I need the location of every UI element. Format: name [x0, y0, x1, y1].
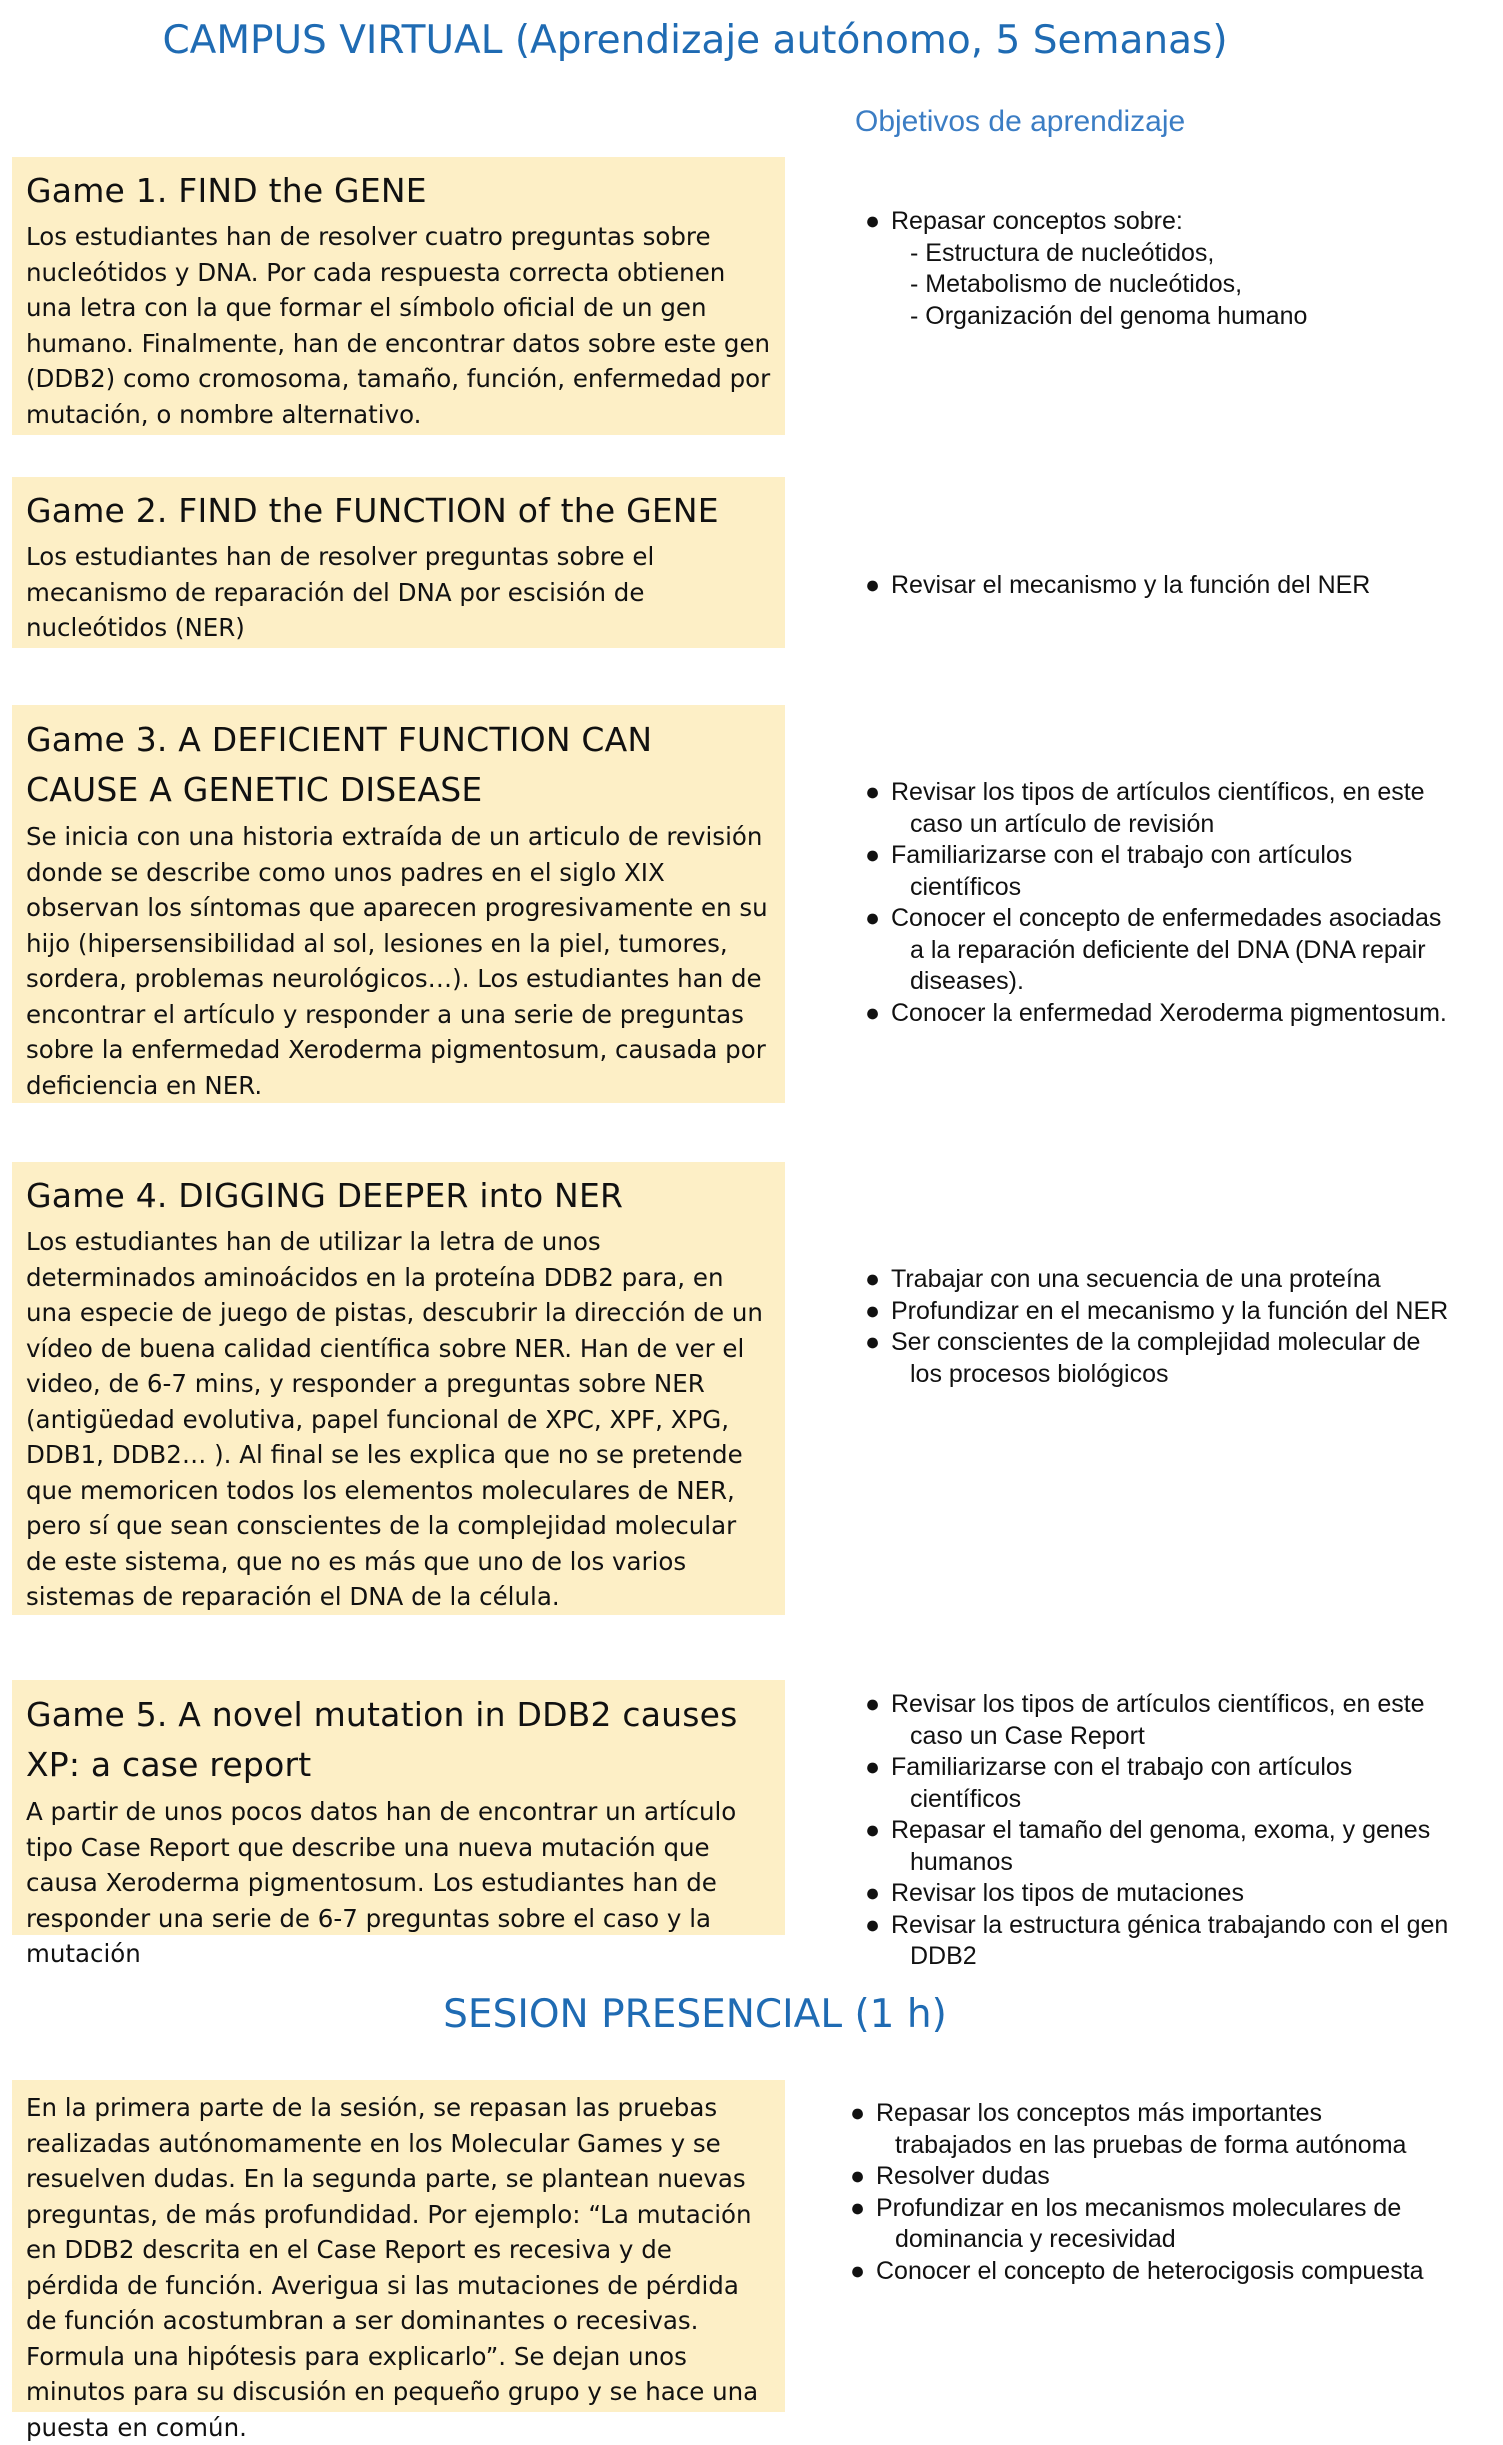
game-3-objectives — [865, 777, 1447, 1029]
objective-text: Conocer el concepto de heterocigosis compuesta — [876, 2256, 1424, 2285]
objective-item — [865, 1689, 1448, 1752]
objective-item — [865, 1752, 1448, 1815]
objective-text-cont: caso un artículo de revisión — [910, 809, 1215, 838]
bullet-icon: ● — [865, 1910, 881, 1939]
bullet-icon: ● — [865, 571, 881, 599]
bullet-icon: ● — [850, 2099, 866, 2127]
objective-item — [865, 903, 1447, 998]
game-4-objectives — [865, 1264, 1448, 1390]
bullet-icon: ● — [865, 841, 881, 869]
objective-text: Repasar el tamaño del genoma, exoma, y genes — [891, 1816, 1431, 1844]
objective-text-cont: dominancia y recesividad — [895, 2225, 1176, 2253]
objective-text: Profundizar en el mecanismo y la función del NER — [891, 1296, 1449, 1325]
bullet-icon: ● — [850, 2256, 866, 2285]
bullet-icon: ● — [850, 2162, 866, 2190]
objective-text: Trabajar con una secuencia de una proteína — [891, 1265, 1381, 1293]
game-3-box — [12, 705, 785, 1103]
objective-text: Ser conscientes de la complejidad molecular de — [891, 1328, 1421, 1356]
objective-subitem: - Organización del genoma humano — [910, 301, 1308, 330]
objective-item — [865, 1878, 1448, 1910]
game-5-objectives — [865, 1689, 1448, 1973]
objective-item — [850, 2256, 1424, 2288]
objective-text: Repasar los conceptos más importantes — [876, 2099, 1323, 2127]
game-1-box — [12, 157, 785, 435]
objective-text: Revisar la estructura génica trabajando con el gen — [891, 1910, 1449, 1939]
game-4-text: Los estudiantes han de utilizar la letra de unos determinados aminoácidos en la proteína DDB2 para, en una especie de juego de pistas, descubrir la dirección de un vídeo de buena calidad científica sobre NER. Han de ver el video, de 6-7 mins, y responder a preguntas sobre NER (antigüedad evolutiva, papel funcional de XPC, XPF, XPG, DDB1, DDB2… ). Al final se les explica que no se pretende que memoricen todos los elementos moleculares de NER, pero sí que sean conscientes de la complejidad molecular de este sistema, que no es más que uno de los varios sistemas de reparación el DNA de la célula. — [26, 1227, 763, 1611]
game-4-title: Game 4. DIGGING DEEPER into NER — [26, 1176, 624, 1215]
objective-subitem: - Estructura de nucleótidos, — [910, 238, 1215, 267]
session-objectives — [850, 2098, 1424, 2287]
objective-item — [865, 1296, 1448, 1328]
objective-item — [850, 2098, 1424, 2161]
game-2-objectives — [865, 570, 1370, 602]
bullet-icon: ● — [865, 1328, 881, 1356]
objective-text: Conocer la enfermedad Xeroderma pigmentosum. — [891, 998, 1447, 1027]
bullet-icon: ● — [865, 1879, 881, 1907]
objective-text: Familiarizarse con el trabajo con artículos — [891, 841, 1353, 869]
page-title: CAMPUS VIRTUAL (Aprendizaje autónomo, 5 Semanas) — [162, 18, 1228, 63]
game-1-objectives — [865, 206, 1307, 332]
objective-item — [865, 840, 1447, 903]
objective-text: Repasar conceptos sobre: — [891, 207, 1183, 235]
objective-text-cont: caso un Case Report — [910, 1721, 1145, 1750]
objective-item — [865, 998, 1447, 1030]
objective-text-cont: trabajados en las pruebas de forma autónoma — [895, 2130, 1407, 2159]
bullet-icon: ● — [865, 1753, 881, 1781]
bullet-icon: ● — [865, 778, 881, 806]
objective-text-cont: científicos — [910, 1784, 1022, 1813]
bullet-icon: ● — [865, 904, 881, 932]
objective-text: Conocer el concepto de enfermedades asociadas — [891, 904, 1442, 932]
objective-text: Profundizar en los mecanismos moleculares de — [876, 2193, 1402, 2222]
objective-text-cont: diseases). — [910, 967, 1024, 995]
game-1-title: Game 1. FIND the GENE — [26, 171, 427, 210]
objective-item — [865, 206, 1307, 332]
objective-item — [850, 2161, 1424, 2193]
bullet-icon: ● — [850, 2193, 866, 2222]
game-2-box — [12, 477, 785, 648]
objective-text-cont: científicos — [910, 872, 1022, 901]
objective-text-cont: a la reparación deficiente del DNA (DNA repair — [910, 935, 1426, 964]
objective-item — [865, 777, 1447, 840]
objective-item — [865, 1815, 1448, 1878]
objective-item — [865, 1264, 1448, 1296]
objective-subitem: - Metabolismo de nucleótidos, — [910, 270, 1243, 298]
game-5-text: A partir de unos pocos datos han de encontrar un artículo tipo Case Report que describe una nueva mutación que causa Xeroderma pigmentosum. Los estudiantes han de responder una serie de 6-7 preguntas sobre el caso y la mutación — [26, 1797, 737, 1968]
objective-item — [865, 1327, 1448, 1390]
objective-text: Familiarizarse con el trabajo con artículos — [891, 1753, 1353, 1781]
objective-text: Revisar los tipos de mutaciones — [891, 1879, 1244, 1907]
game-5-box — [12, 1680, 785, 1968]
bullet-icon: ● — [865, 1816, 881, 1844]
game-2-title: Game 2. FIND the FUNCTION of the GENE — [26, 491, 719, 530]
objective-text: Revisar los tipos de artículos científicos, en este — [891, 1690, 1425, 1718]
game-3-text: Se inicia con una historia extraída de un articulo de revisión donde se describe como unos padres en el siglo XIX observan los síntomas que aparecen progresivamente en su hijo (hipersensibilidad al sol, lesiones en la piel, tumores, sordera, problemas neurológicos…). Los estudiantes han de encontrar el artículo y responder a una serie de preguntas sobre la enfermedad Xeroderma pigmentosum, causada por deficiencia en NER. — [26, 822, 768, 1100]
objectives-heading: Objetivos de aprendizaje — [855, 105, 1186, 138]
objective-text: Resolver dudas — [876, 2162, 1050, 2190]
game-3-title: Game 3. A DEFICIENT FUNCTION CAN CAUSE A GENETIC DISEASE — [26, 720, 653, 809]
game-1-text: Los estudiantes han de resolver cuatro preguntas sobre nucleótidos y DNA. Por cada respuesta correcta obtienen una letra con la que formar el símbolo oficial de un gen humano. Finalmente, han de encontrar datos sobre este gen (DDB2) como cromosoma, tamaño, función, enfermedad por mutación, o nombre alternativo. — [26, 222, 771, 429]
session-title: SESION PRESENCIAL (1 h) — [443, 1992, 947, 2037]
bullet-icon: ● — [865, 998, 881, 1027]
objective-item — [865, 1910, 1448, 1973]
game-4-box — [12, 1162, 785, 1615]
session-text: En la primera parte de la sesión, se repasan las pruebas realizadas autónomamente en los Molecular Games y se resuelven dudas. En la segunda parte, se plantean nuevas preguntas, de más profundidad. Por ejemplo: “La mutación en DDB2 descrita en el Case Report es recesiva y de pérdida de función. Averigua si las mutaciones de pérdida de función acostumbran a ser dominantes o recesivas. Formula una hipótesis para explicarlo”. Se dejan unos minutos para su discusión en pequeño grupo y se hace una puesta en común. — [26, 2093, 759, 2442]
objective-item — [850, 2193, 1424, 2256]
bullet-icon: ● — [865, 1296, 881, 1325]
game-5-title: Game 5. A novel mutation in DDB2 causes XP: a case report — [26, 1695, 738, 1784]
bullet-icon: ● — [865, 1265, 881, 1293]
objective-text: Revisar los tipos de artículos científicos, en este — [891, 778, 1425, 806]
session-box — [12, 2080, 785, 2442]
game-2-text: Los estudiantes han de resolver preguntas sobre el mecanismo de reparación del DNA por escisión de nucleótidos (NER) — [26, 542, 655, 642]
objective-item — [865, 570, 1370, 602]
bullet-icon: ● — [865, 207, 881, 235]
objective-text-cont: humanos — [910, 1847, 1013, 1876]
objective-text: Revisar el mecanismo y la función del NER — [891, 571, 1371, 599]
objective-text-cont: los procesos biológicos — [910, 1359, 1169, 1388]
bullet-icon: ● — [865, 1690, 881, 1718]
objective-text-cont: DDB2 — [910, 1942, 977, 1970]
